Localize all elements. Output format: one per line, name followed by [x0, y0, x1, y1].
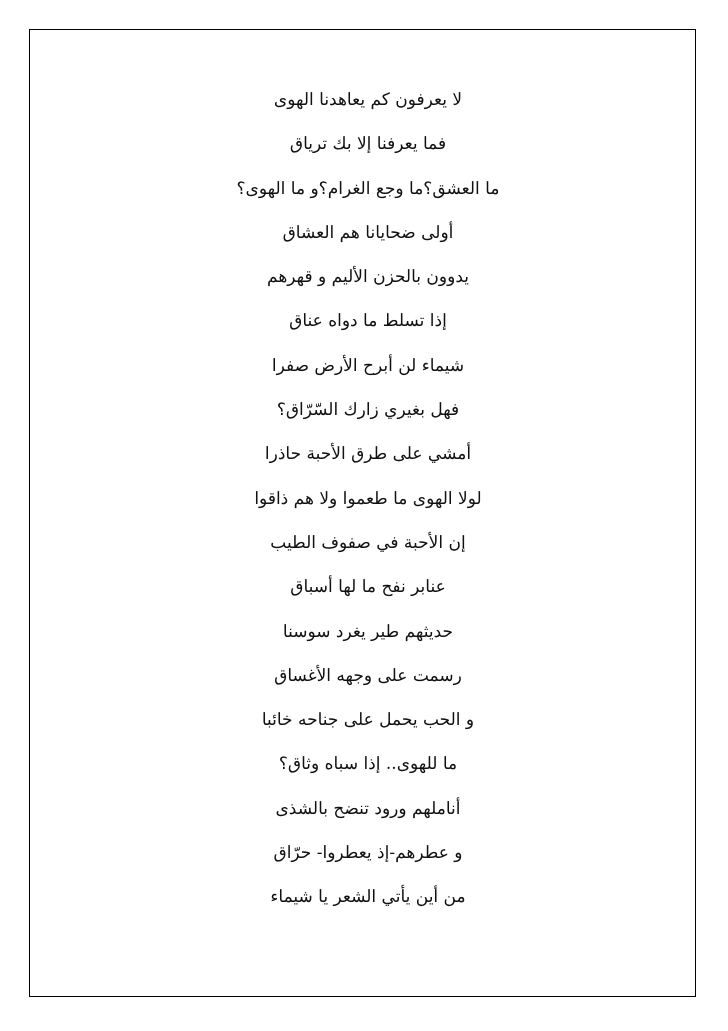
- poem-line: و عطرهم-إذ يعطروا- حرّاق: [273, 843, 463, 864]
- poem-line: أناملهم ورود تنضح بالشذى: [275, 798, 461, 819]
- poem-line: يدوون بالحزن الأليم و قهرهم: [267, 267, 469, 288]
- poem-line: و الحب يحمل على جناحه خائبا: [261, 710, 475, 731]
- poem-line: فهل بغيري زارك السّرّاق؟: [276, 400, 460, 421]
- poem-line: لا يعرفون كم يعاهدنا الهوى: [273, 90, 463, 110]
- poem-line: فما يعرفنا إلا بك ترياق: [289, 134, 447, 155]
- poem-line: ما للهوى.. إذا سباه وثاق؟: [278, 754, 458, 775]
- poem-line: أولى ضحايانا هم العشاق: [282, 222, 454, 243]
- poem-line: لولا الهوى ما طعموا ولا هم ذاقوا: [254, 488, 482, 509]
- poem-line: ما العشق؟ما وجع الغرام؟و ما الهوى؟: [236, 178, 500, 199]
- poem-line: حديثهم طير يغرد سوسنا: [282, 621, 454, 642]
- poem-line: من أين يأتي الشعر يا شيماء: [270, 887, 466, 908]
- poem-line: إذا تسلط ما دواه عناق: [289, 311, 447, 332]
- poem-line: عنابر نفح ما لها أسباق: [290, 577, 446, 598]
- poem-line: أمشي على طرق الأحبة حاذرا: [264, 444, 472, 465]
- poem-line: رسمت على وجهه الأغساق: [274, 665, 462, 686]
- poem: [0, 83, 728, 925]
- poem-line: شيماء لن أبرح الأرض صفرا: [271, 355, 465, 376]
- poem-line: إن الأحبة في صفوف الطيب: [270, 532, 466, 553]
